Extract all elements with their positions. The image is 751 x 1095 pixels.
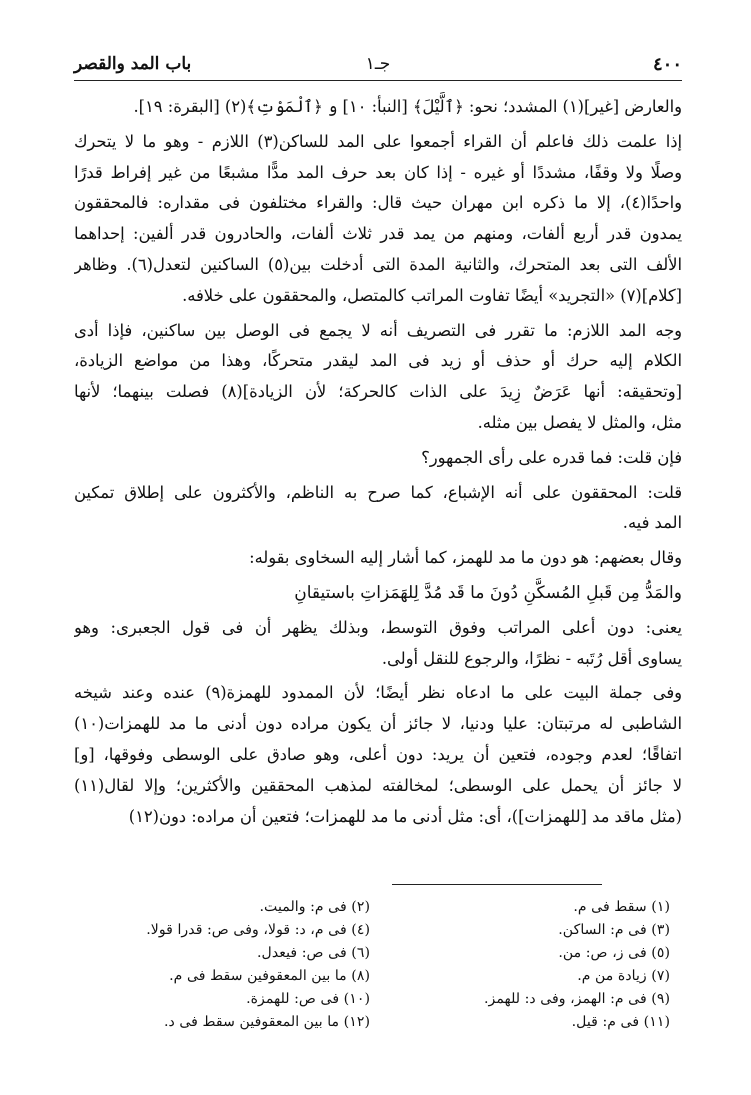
footnote-separator	[392, 884, 602, 885]
text-line: والعارض [غير](١) المشدد؛ نحو: ﴿ٱلَّيْلَ﴾ [النبأ: ١٠] و ﴿ٱلْمَوْتِ﴾(٢) [البقرة: ١٩].	[133, 97, 682, 116]
footnote: (١) سقط فى م.	[573, 899, 670, 915]
text-line: واحدًا(٤)، إلا ما ذكره ابن مهران حيث قال: والقراء مختلفون فى مقداره: فالمحققون	[74, 193, 682, 213]
footnote-row	[74, 1011, 682, 1034]
footnote: (٢) فى م: والميت.	[259, 899, 370, 915]
running-header	[74, 52, 682, 81]
paragraph	[74, 613, 682, 675]
footnote-row	[74, 942, 682, 965]
paragraph	[74, 578, 682, 609]
text-line: المد فيه.	[622, 513, 682, 533]
footnote: (٩) فى م: الهمز، وفى د: للهمز.	[483, 991, 670, 1007]
text-line: مثل، والمثل لا يفصل بين مثله.	[477, 412, 682, 432]
paragraph	[74, 316, 682, 439]
text-line: يمدون قدر أربع ألفات، ومنهم من يمد قدر ثلاث ألفات، والحادرون قدر ألفين: إحداهما	[74, 224, 682, 244]
text-line: وفى جملة البيت على ما ادعاه نظر أيضًا؛ لأن الممدود للهمزة(٩) عنده وعند شيخه	[74, 683, 682, 703]
text-line: [وتحقيقه: أنها عَرَضٌ زِيدَ على الذات كالحركة؛ لأن الزيادة](٨) فصلت بينهما؛ لأنها	[74, 382, 682, 402]
footnote: (١١) فى م: قيل.	[571, 1014, 670, 1030]
paragraph	[74, 92, 682, 123]
footnote: (١٠) فى ص: للهمزة.	[246, 991, 370, 1007]
text-line: لا جائز أن يحمل على الوسطى؛ لمخالفته لمذهب المحققين والأكثرين؛ وإلا لقال(١١)	[74, 775, 682, 795]
footnote: (٤) فى م، د: قولا، وفى ص: قدرا قولا.	[146, 922, 370, 938]
text-line: اتفاقًا؛ لعدم وجوده، فتعين أن يريد: دون أعلى، وهو صادق على الوسطى وفوقها، [و]	[74, 744, 682, 764]
chapter-title: باب المد والقصر	[74, 54, 192, 74]
page-number: ٤٠٠	[652, 54, 682, 75]
text-line: [كلام](٧) «التجريد» أيضًا تفاوت المراتب كالمتصل، والمحققون على خلافه.	[182, 285, 682, 305]
footnote-row	[74, 988, 682, 1011]
footnote: (٨) ما بين المعقوفين سقط فى م.	[169, 968, 370, 984]
text-line: يساوى أقل رُتَبه - نظرًا، والرجوع للنقل أولى.	[381, 648, 682, 668]
footnote: (١٢) ما بين المعقوفين سقط فى د.	[164, 1014, 370, 1030]
footnote: (٧) زيادة من م.	[577, 968, 670, 984]
paragraph	[74, 543, 682, 574]
text-line: قلت: المحققون على أنه الإشباع، كما صرح به الناظم، والأكثرون على إطلاق تمكين	[74, 482, 682, 502]
main-text	[74, 92, 682, 836]
text-line: (مثل ماقد مد [للهمزات])، أى: مثل أدنى ما مد للهمزات؛ فتعين أن مراده: دون(١٢)	[128, 806, 682, 826]
volume-number: جـ١	[365, 54, 391, 74]
text-line: وقال بعضهم: هو دون ما مد للهمز، كما أشار إليه السخاوى بقوله:	[249, 548, 682, 568]
paragraph	[74, 478, 682, 540]
text-line: يعنى: دون أعلى المراتب وفوق التوسط، وبذلك يظهر أن فى قول الجعبرى: وهو	[74, 617, 682, 637]
text-line: الشاطبى له مرتبتان: عليا ودنيا، لا جائز أن يكون مراده دون أدنى ما مد للهمزات(١٠)	[74, 714, 682, 734]
text-line: وجه المد اللازم: ما تقرر فى التصريف أنه لا يجمع فى الوصل بين ساكنين، فإذا أدى	[74, 320, 682, 340]
footnote: (٦) فى ص: فيعدل.	[257, 945, 370, 961]
text-line: الكلام إليه حرك أو حذف أو زيد فى المد ليقدر متحركًا، وهذا من مواضع الزيادة،	[74, 351, 682, 371]
footnote-row	[74, 896, 682, 919]
text-line: فإن قلت: فما قدره على رأى الجمهور؟	[421, 447, 682, 467]
text-line: وصلًا ولا وقفًا، مشددًا أو غيره - إذا كان بعد حرف المد مدًّا مشبعًا من غير إفراط قدرًا	[74, 162, 682, 182]
verse-line: والمَدُّ مِن قَبلِ المُسكَّنِ دُونَ ما قَد مُدَّ لِلهَمَزاتِ باستيقانِ	[294, 582, 682, 603]
footnote: (٣) فى م: الساكن.	[558, 922, 670, 938]
paragraph	[74, 127, 682, 312]
paragraph	[74, 678, 682, 832]
paragraph	[74, 443, 682, 474]
footnotes	[74, 896, 682, 1034]
footnote: (٥) فى ز، ص: من.	[558, 945, 670, 961]
footnote-row	[74, 965, 682, 988]
text-line: إذا علمت ذلك فاعلم أن القراء أجمعوا على المد للساكن(٣) اللازم - وهو ما لا يتحرك	[74, 131, 682, 151]
footnote-row	[74, 919, 682, 942]
text-line: الألف التى بعد المتحرك، والثانية المدة التى أدخلت بين(٥) الساكنين لتعدل(٦). وظاهر	[74, 254, 682, 274]
